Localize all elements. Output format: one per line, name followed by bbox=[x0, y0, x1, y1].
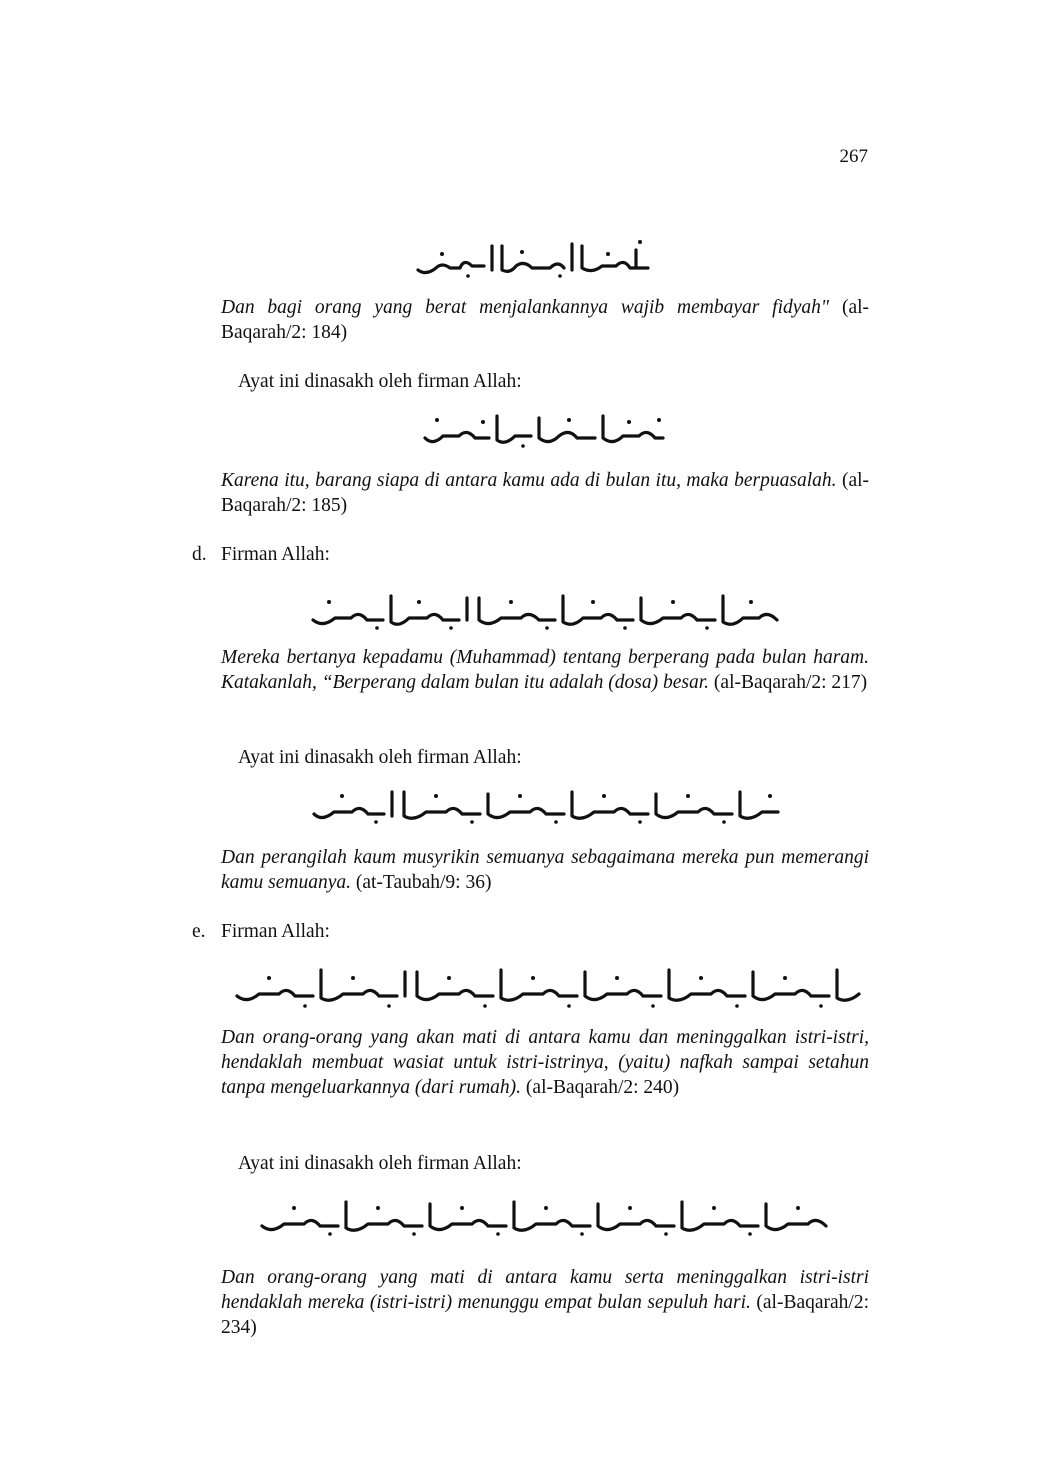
intro-line: Ayat ini dinasakh oleh firman Allah: bbox=[238, 747, 522, 768]
translation-block bbox=[221, 1265, 869, 1340]
verse-reference: (al-Baqarah/2: 184) bbox=[221, 297, 870, 343]
list-label-text: Firman Allah: bbox=[221, 544, 330, 565]
translation-block bbox=[221, 645, 869, 695]
translation-block bbox=[221, 1025, 869, 1100]
arabic-verse-image bbox=[231, 958, 867, 1014]
verse-reference: (al-Baqarah/2: 217) bbox=[713, 672, 868, 693]
translation-text: Mereka bertanya kepadamu (Muhammad) tentang berperang pada bulan haram. Katakanlah, “Berperang dalam bulan itu adalah (dosa) besar. bbox=[221, 647, 869, 693]
translation-text: Karena itu, barang siapa di antara kamu ada di bulan itu, maka berpuasalah. bbox=[221, 470, 837, 491]
list-marker: e. bbox=[192, 921, 206, 942]
translation-text: Dan perangilah kaum musyrikin semuanya sebagaimana mereka pun memerangi kamu semuanya. bbox=[221, 847, 869, 893]
arabic-verse-image bbox=[412, 232, 654, 282]
arabic-verse-image bbox=[307, 584, 783, 636]
translation-text: Dan orang-orang yang akan mati di antara kamu dan meninggalkan istri-istri, hendaklah membuat wasiat untuk istri-istrinya, (yaitu) nafkah sampai setahun tanpa mengeluarkannya (dari rumah). bbox=[221, 1027, 869, 1098]
list-item-e bbox=[192, 919, 330, 944]
arabic-verse-image bbox=[256, 1190, 834, 1242]
list-label-text: Firman Allah: bbox=[221, 921, 330, 942]
verse-reference: (at-Taubah/9: 36) bbox=[355, 872, 492, 893]
translation-text: Dan bagi orang yang berat menjalankannya wajib membayar fidyah" bbox=[221, 297, 830, 318]
intro-line: Ayat ini dinasakh oleh firman Allah: bbox=[238, 371, 522, 392]
arabic-verse-image bbox=[419, 404, 669, 452]
verse-reference: (al-Baqarah/2: 185) bbox=[221, 470, 870, 516]
translation-block bbox=[221, 468, 869, 518]
list-marker: d. bbox=[192, 544, 207, 565]
page-number: 267 bbox=[839, 146, 868, 167]
verse-reference: (al-Baqarah/2: 234) bbox=[221, 1292, 870, 1338]
translation-text: Dan orang-orang yang mati di antara kamu serta meninggalkan istri-istri hendaklah mereka (istri-istri) menunggu empat bulan sepuluh hari. bbox=[221, 1267, 869, 1313]
arabic-verse-image bbox=[308, 780, 784, 830]
verse-reference: (al-Baqarah/2: 240) bbox=[525, 1077, 680, 1098]
list-item-d bbox=[192, 542, 330, 567]
translation-block bbox=[221, 845, 869, 895]
translation-block bbox=[221, 295, 869, 345]
intro-line: Ayat ini dinasakh oleh firman Allah: bbox=[238, 1153, 522, 1174]
